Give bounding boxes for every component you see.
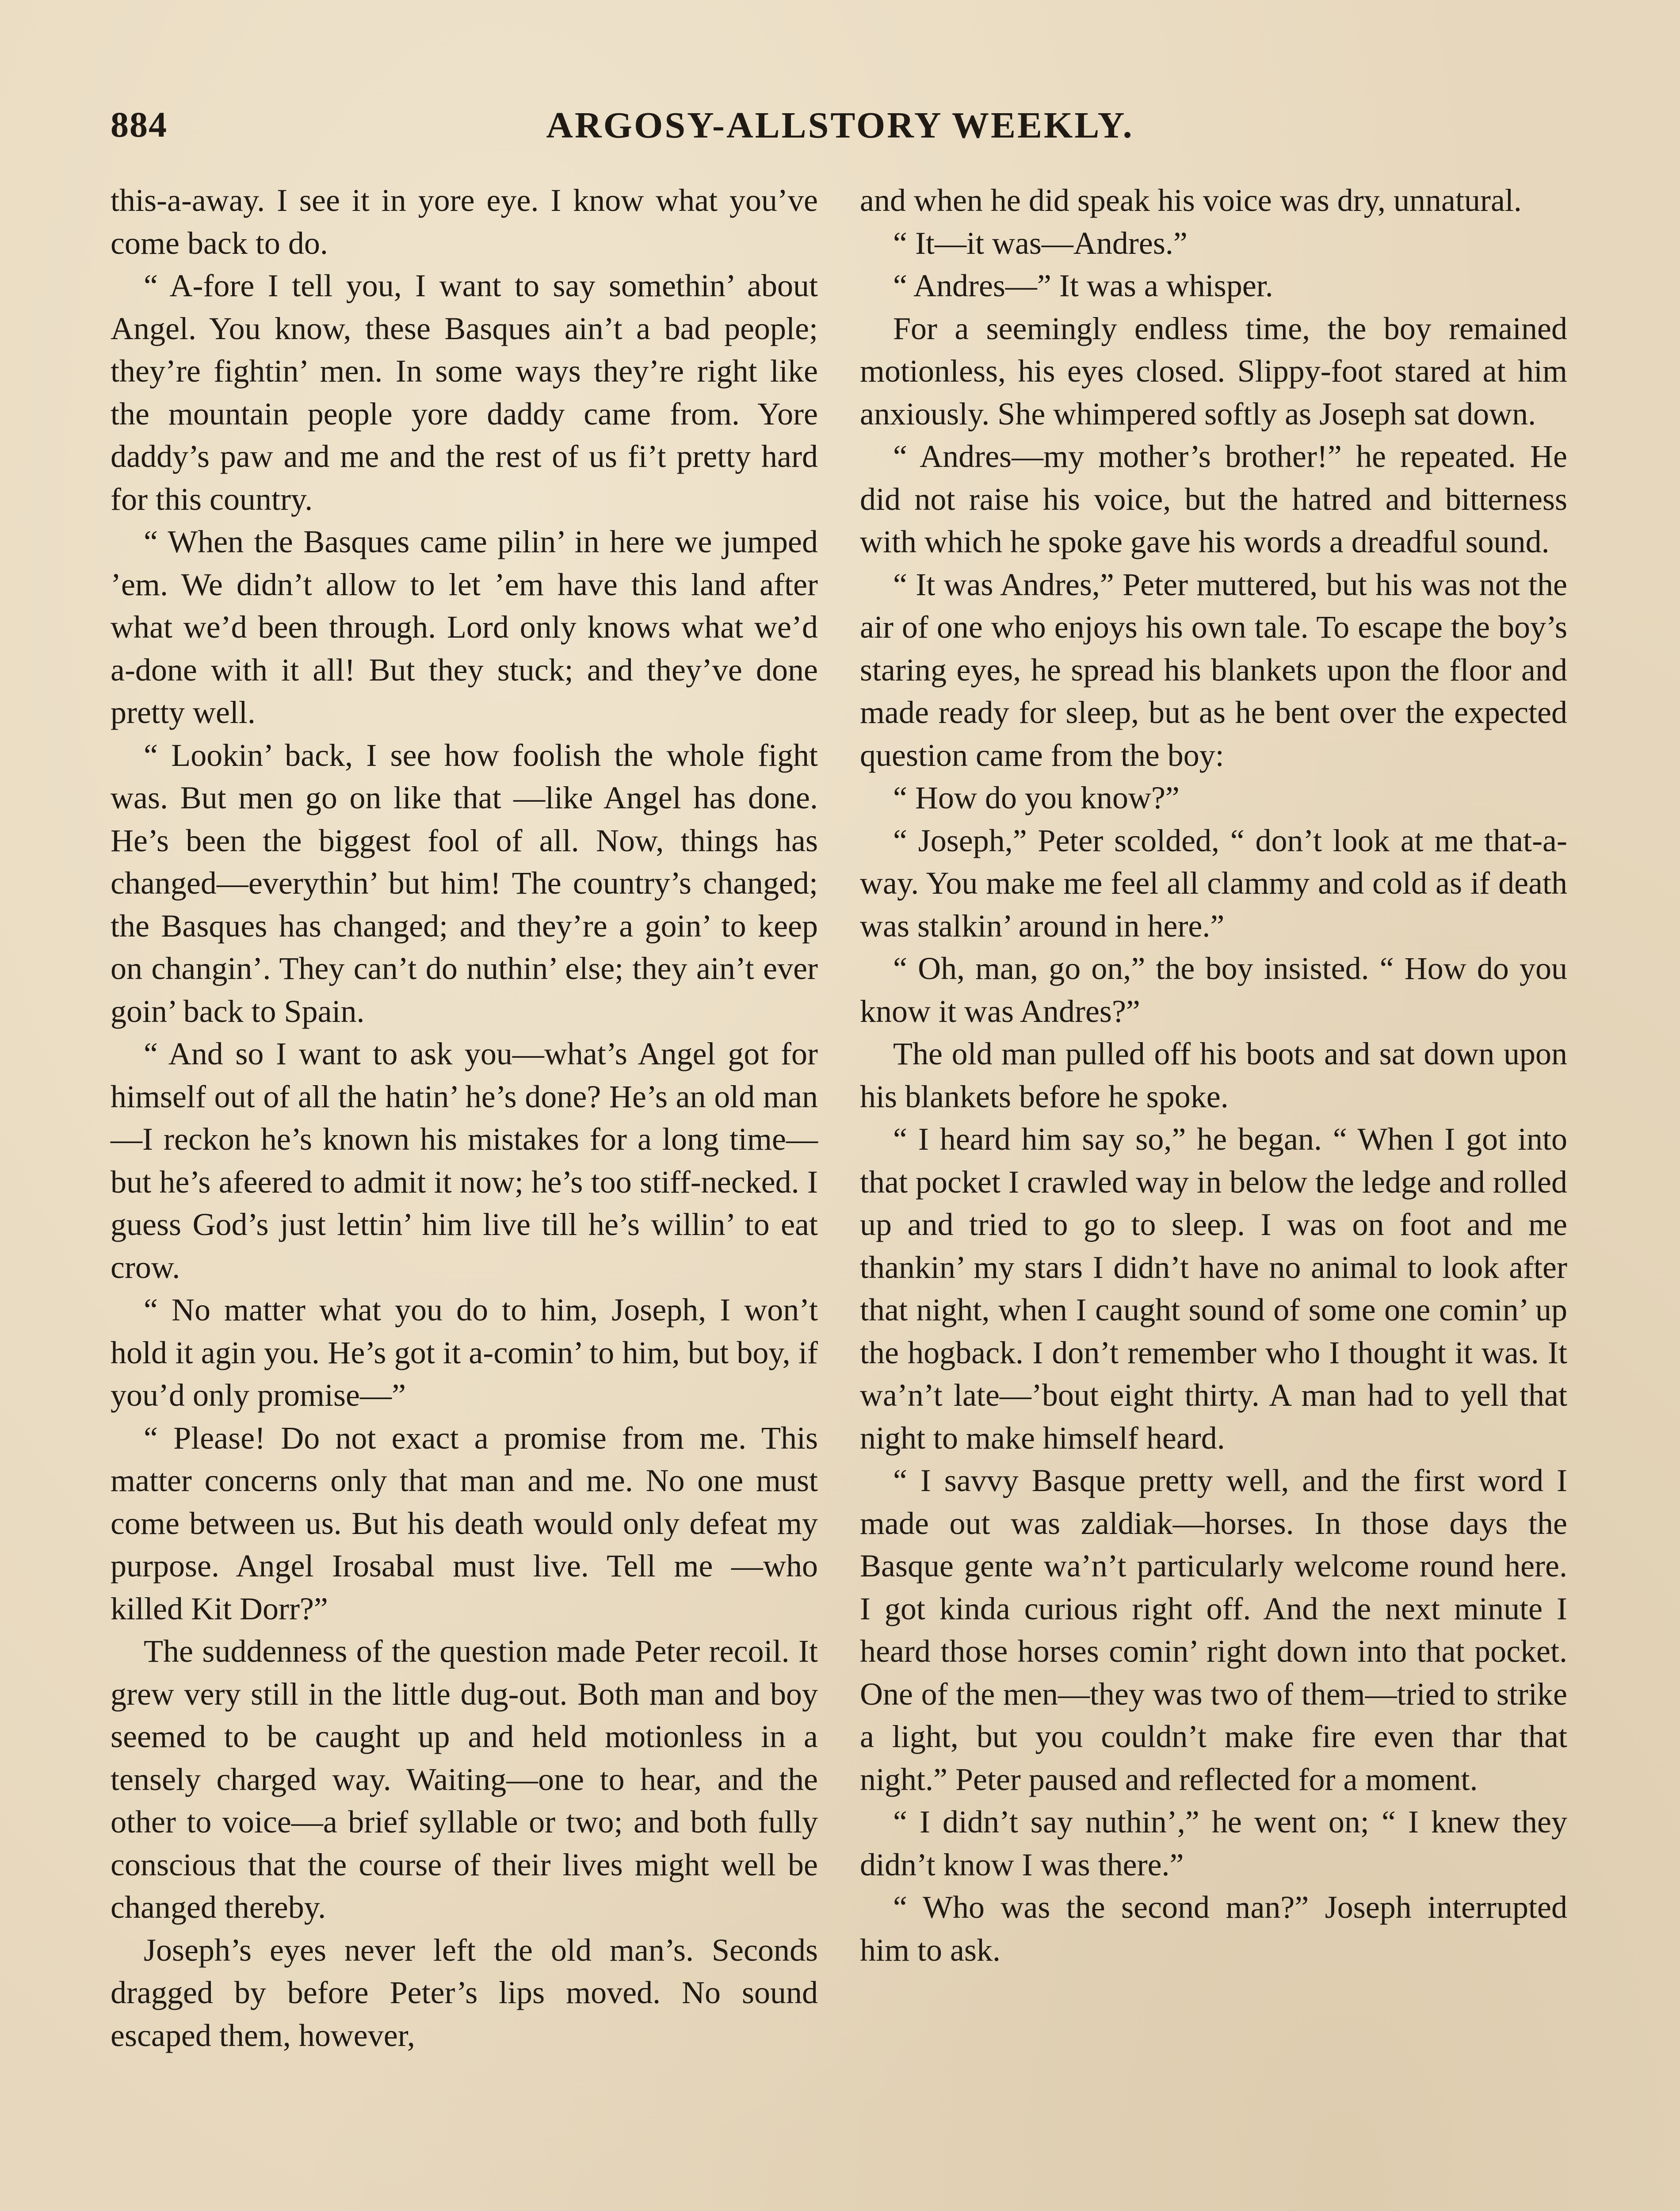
text-column-right [860, 179, 1567, 2211]
page-number: 884 [111, 104, 168, 145]
paragraph: “ When the Basques came pilin’ in here we jumped ’em. We didn’t allow to let ’em have this land after what we’d been through. Lord only knows what we’d a-done with it all! But they stuck; and they’ve done pretty well. [111, 524, 818, 730]
paragraph: “ I didn’t say nuthin’,” he went on; “ I knew they didn’t know I was there.” [860, 1804, 1567, 1882]
paragraph: and when he did speak his voice was dry, unnatural. [860, 183, 1522, 218]
paragraph: Joseph’s eyes never left the old man’s. Seconds dragged by before Peter’s lips moved. No sound escaped them, however, [111, 1932, 818, 2053]
paragraph: For a seemingly endless time, the boy remained motionless, his eyes closed. Slippy-foot stared at him anxiously. She whimpered softly as Joseph sat down. [860, 310, 1567, 432]
paragraph: “ Lookin’ back, I see how foolish the whole fight was. But men go on like that —like Angel has done. He’s been the biggest fool of all. Now, things has changed—everythin’ but him! The country’s changed; the Basques has changed; and they’re a goin’ to keep on changin’. They can’t do nuthin’ else; they ain’t ever goin’ back to Spain. [111, 737, 818, 1029]
paragraph: “ I savvy Basque pretty well, and the first word I made out was zaldiak—horses. In those days the Basque gente wa’n’t particularly welcome round here. I got kinda curious right off. And the next minute I heard those horses comin’ right down into that pocket. One of the men—they was two of them—tried to strike a light, but you couldn’t make fire even thar that night.” Peter paused and reflected for a moment. [860, 1463, 1567, 1797]
paragraph: “ It was Andres,” Peter muttered, but his was not the air of one who enjoys his own tale. To escape the boy’s staring eyes, he spread his blankets upon the floor and made ready for sleep, but as he bent over the expected question came from the boy: [860, 566, 1567, 773]
paragraph: “ Andres—” It was a whisper. [893, 268, 1273, 303]
paragraph: “ A-fore I tell you, I want to say somethin’ about Angel. You know, these Basques ain’t a bad people; they’re fightin’ men. In some ways they’re right like the mountain people yore daddy came from. Yore daddy’s paw and me and the rest of us fi’t pretty hard for this country. [111, 268, 818, 517]
paragraph: “ And so I want to ask you—what’s Angel got for himself out of all the hatin’ he’s done? He’s an old man—I reckon he’s known his mistakes for a long time—but he’s afeered to admit it now; he’s too stiff-necked. I guess God’s just lettin’ him live till he’s willin’ to eat crow. [111, 1036, 818, 1285]
paragraph: “ It—it was—Andres.” [893, 225, 1187, 261]
text-column-left [111, 179, 818, 2211]
paragraph: “ Who was the second man?” Joseph interrupted him to ask. [860, 1890, 1567, 1968]
paragraph: this-a-away. I see it in yore eye. I know what you’ve come back to do. [111, 183, 818, 261]
page-header [111, 104, 1569, 153]
paragraph: “ Please! Do not exact a promise from me. This matter concerns only that man and me. No one must come between us. But his death would only defeat my purpose. Angel Irosabal must live. Tell me —who killed Kit Dorr?” [111, 1420, 818, 1626]
paragraph: “ Andres—my mother’s brother!” he repeated. He did not raise his voice, but the hatred and bitterness with which he spoke gave his words a dreadful sound. [860, 439, 1567, 559]
paragraph: “ Joseph,” Peter scolded, “ don’t look at me that-a-way. You make me feel all clammy and cold as if death was stalkin’ around in here.” [860, 822, 1567, 944]
running-title: ARGOSY-ALLSTORY WEEKLY. [546, 105, 1134, 146]
paragraph: “ I heard him say so,” he began. “ When I got into that pocket I crawled way in below the ledge and rolled up and tried to go to sleep. I was on foot and me thankin’ my stars I didn’t have no animal to look after that night, when I caught sound of some one comin’ up the hogback. I don’t remember who I thought it was. It wa’n’t late—’bout eight thirty. A man had to yell that night to make himself heard. [860, 1121, 1567, 1456]
paragraph: “ No matter what you do to him, Joseph, I won’t hold it agin you. He’s got it a-comin’ to him, but boy, if you’d only promise—” [111, 1292, 818, 1413]
paragraph: The old man pulled off his boots and sat down upon his blankets before he spoke. [860, 1036, 1567, 1114]
paragraph: “ How do you know?” [893, 780, 1180, 815]
paragraph: “ Oh, man, go on,” the boy insisted. “ How do you know it was Andres?” [860, 951, 1567, 1029]
paragraph: The suddenness of the question made Peter recoil. It grew very still in the little dug-out. Both man and boy seemed to be caught up and held motionless in a tensely charged way. Waiting—one to hear, and the other to voice—a brief syllable or two; and both fully conscious that the course of their lives might well be changed thereby. [111, 1633, 818, 1925]
